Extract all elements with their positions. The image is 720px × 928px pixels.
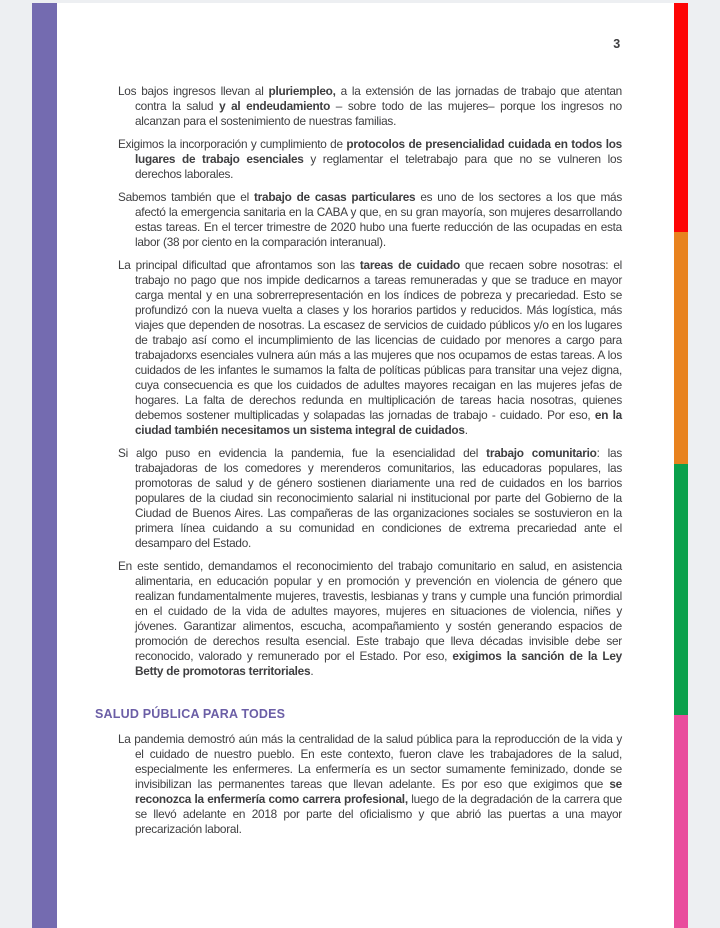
- color-bar-segment-pink: [674, 715, 688, 928]
- bold-text: en la ciudad también necesitamos un sistema integral de cuidados: [135, 408, 622, 437]
- bold-text: trabajo de casas particulares: [253, 190, 416, 204]
- body-text: La pandemia demostró aún más la centralidad de la salud pública para la reproducción de la vida y el cuidado de nuestro pueblo. En este contexto, fueron clave les trabajadores de la salud, especialmente les enfermeres. La enfermería es un sector sumamente feminizado, donde se invisibilizan las permanentes tareas que llevan adelante. Es por eso que exigimos que: [118, 732, 622, 791]
- bold-text: se reconozca la enfermería como carrera profesional,: [135, 777, 622, 806]
- bold-text: protocolos de presencialidad cuidada en todos los lugares de trabajo esenciales: [135, 137, 622, 166]
- body-text: Si algo puso en evidencia la pandemia, fue la esencialidad del: [118, 446, 487, 460]
- page-content-blocks: [95, 84, 622, 837]
- bold-text: exigimos la sanción de la Ley Betty de promotoras territoriales: [135, 649, 622, 678]
- paragraph: [118, 84, 622, 129]
- paragraph: [118, 559, 622, 679]
- page-content: [95, 3, 622, 845]
- body-text: – sobre todo de las mujeres– porque los ingresos no alcanzan para el sostenimiento de nuestras familias.: [135, 99, 622, 128]
- paragraph: [118, 732, 622, 837]
- color-bar-segment-red: [674, 3, 688, 232]
- body-text: .: [310, 664, 314, 678]
- bold-text: trabajo comunitario: [486, 446, 597, 460]
- body-text: Exigimos la incorporación y cumplimiento de: [118, 137, 347, 151]
- body-text: En este sentido, demandamos el reconocimiento del trabajo comunitario en salud, en asistencia alimentaria, en educación popular y en promoción y prevención en violencia de género que realizan fundamentalmente mujeres, travestis, lesbianas y trans y cumple una función primordial en el cuidado de la vida de adultes mayores, mujeres en situaciones de violencia, niñes y jóvenes. Garantizar alimentos, escucha, acompañamiento y sostén generando espacios de promoción de derechos resulta esencial. Este trabajo que lleva décadas invisible debe ser reconocido, valorado y remunerado por el Estado. Por eso,: [118, 559, 622, 663]
- bold-text: pluriempleo,: [268, 84, 336, 98]
- body-text: La principal dificultad que afrontamos son las: [118, 258, 360, 272]
- body-text: luego de la degradación de la carrera que se llevó adelante en 2018 por parte del oficialismo y que abrió las puertas a una mayor precarización laboral.: [135, 792, 622, 836]
- paragraph: [118, 137, 622, 182]
- paragraph: [118, 258, 622, 438]
- body-text: que recaen sobre nosotras: el trabajo no pago que nos impide dedicarnos a tareas remuneradas y que se traduce en mayor carga mental y en una sobrerrepresentación en los índices de pobreza y precariedad. Esto se profundizó con la nueva vuelta a clases y los horarios partidos y reducidos. Más logística, más viajes que dependen de nosotras. La escasez de servicios de cuidado públicos y/o en los lugares de trabajo así como el incumplimiento de las licencias de cuidado por menores a cargo para trabajadorxs esenciales vulnera aún más a las mujeres que nos ocupamos de estas tareas. A los cuidados de les infantes le sumamos la falta de políticas públicas para transitar una vejez digna, cuya consecuencia es que los cuidados de adultes mayores recaigan en las mujeres jefas de hogares. La falta de derechos redunda en multiplicación de tareas hacia nosotras, quienes debemos sostener multiplicadas y solapadas las jornadas de trabajo - cuidado. Por eso,: [135, 258, 623, 422]
- body-text: y reglamentar el teletrabajo para que no se vulneren los derechos laborales.: [135, 152, 622, 181]
- body-text: es uno de los sectores a los que más afectó la emergencia sanitaria en la CABA y que, en su gran mayoría, son mujeres desarrollando estas tareas. En el tercer trimestre de 2020 hubo una fuerte reducción de las ocupadas en esta labor (38 por ciento en la comparación interanual).: [135, 190, 622, 249]
- bold-text: tareas de cuidado: [359, 258, 460, 272]
- bold-text: y al endeudamiento: [219, 99, 331, 113]
- body-text: Sabemos también que el: [118, 190, 254, 204]
- document-page: [32, 3, 688, 928]
- body-text: Los bajos ingresos llevan al: [118, 84, 269, 98]
- body-text: : las trabajadoras de los comedores y merenderos comunitarios, las educadoras populares, las promotoras de salud y de género sostienen diariamente una red de cuidados en los barrios populares de la ciudad sin reconocimiento salarial ni institucional por parte del Gobierno de la Ciudad de Buenos Aires. Las compañeras de las organizaciones sociales se sostuvieron en la primera línea cuidando a su comunidad en condiciones de extrema precariedad ante el desamparo del Estado.: [135, 446, 622, 550]
- body-text: a la extensión de las jornadas de trabajo que atentan contra la salud: [135, 84, 622, 113]
- right-color-bar: [674, 3, 688, 928]
- color-bar-segment-orange: [674, 232, 688, 463]
- paragraph: [118, 446, 622, 551]
- left-accent-bar: [32, 3, 57, 928]
- section-heading: SALUD PÚBLICA PARA TODES: [95, 707, 286, 721]
- color-bar-segment-green: [674, 464, 688, 716]
- page-number: 3: [613, 37, 620, 51]
- paragraph: [118, 190, 622, 250]
- body-text: .: [464, 423, 468, 437]
